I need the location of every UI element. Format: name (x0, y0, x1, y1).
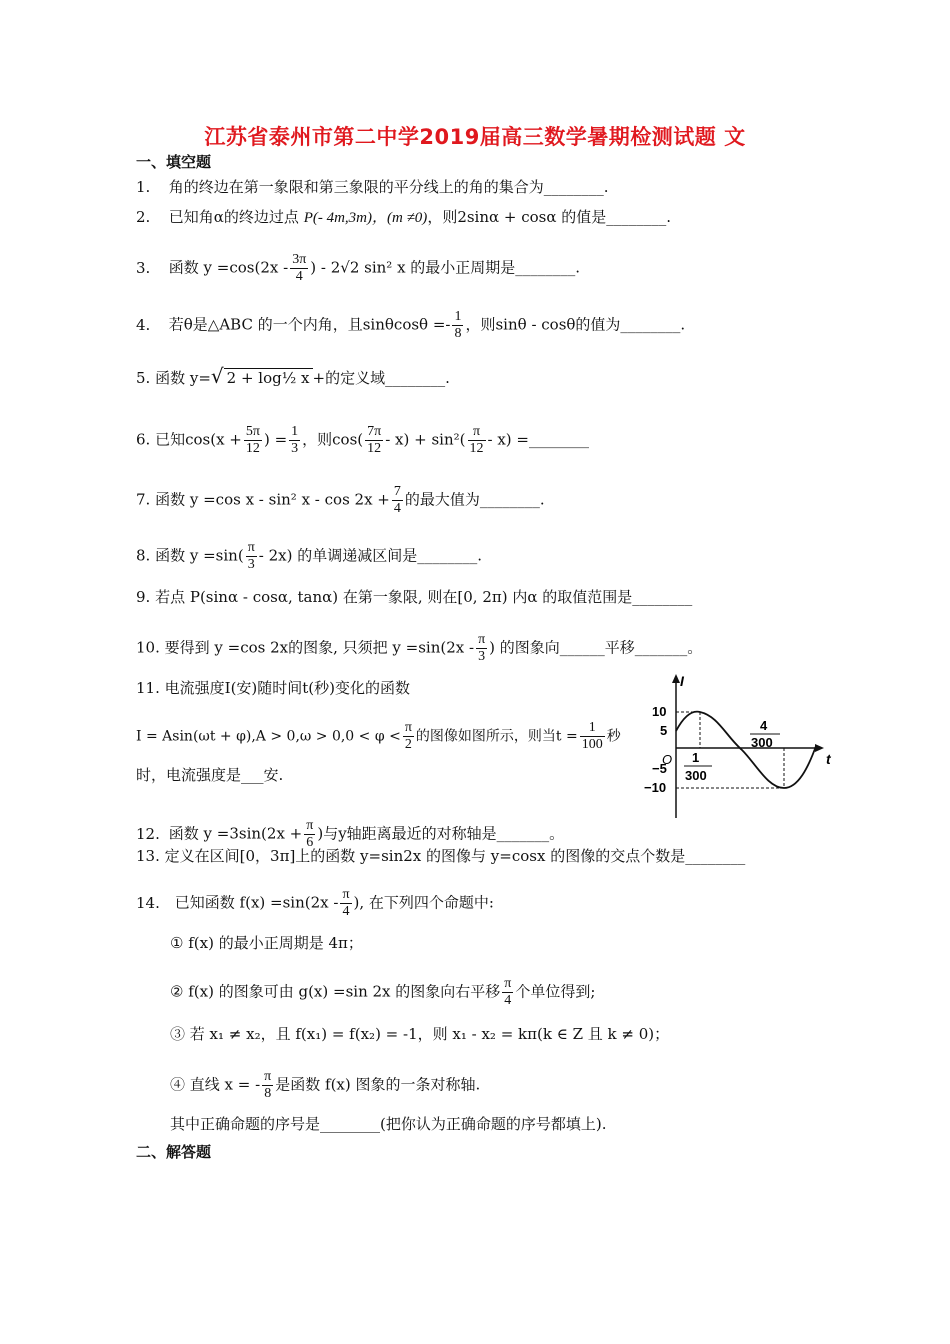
question-text-tail: 的最大值为________. (404, 490, 545, 509)
question-number: 3. (136, 258, 151, 277)
denominator: 4 (295, 269, 303, 284)
question-4 (136, 309, 685, 342)
numerator: π (504, 976, 512, 991)
fraction (262, 1069, 273, 1102)
question-2 (136, 207, 671, 228)
question-text-tail: - x) =________ (487, 430, 589, 449)
denominator: 8 (264, 1086, 272, 1101)
numerator: π (247, 540, 255, 555)
proposition-text: ① f(x) 的最小正周期是 4π； (170, 934, 363, 952)
numerator: π (468, 424, 486, 441)
question-3 (136, 252, 580, 285)
fraction (289, 424, 300, 457)
question-text: ) = (263, 430, 288, 449)
question-number: 5. (136, 369, 151, 387)
denominator: 4 (342, 904, 350, 919)
question-text: 已知函数 f(x) =sin(2x - (174, 893, 339, 912)
fraction (290, 252, 308, 285)
page-title: 江苏省泰州市第二中学2019届高三数学暑期检测试题 文 (204, 125, 746, 149)
question-8 (136, 540, 482, 573)
x-label-2-num: 4 (760, 718, 768, 733)
question-6 (136, 424, 589, 457)
question-text-tail: )与y轴距离最近的对称轴是_______。 (317, 824, 565, 843)
question-number: 1. (136, 178, 151, 196)
question-text: 函数 y =sin( (155, 546, 244, 565)
x-label-2-den: 300 (751, 735, 773, 750)
x-label-1-den: 300 (685, 768, 707, 783)
denominator: 12 (245, 441, 260, 456)
question-text: 函数 y =cos x - sin² x - cos 2x + (155, 490, 390, 509)
question-number: 6. (136, 430, 151, 449)
question-number: 11. (136, 679, 160, 697)
y-axis-arrow (672, 674, 680, 683)
denominator: 4 (504, 993, 512, 1008)
question-7 (136, 484, 545, 517)
question-text: 定义在区间[0，3π]上的函数 y=sin2x 的图像与 y=cosx 的图像的交点个数是________ (164, 847, 746, 865)
question-10 (136, 632, 702, 665)
proposition-2 (170, 976, 595, 1009)
fraction (452, 309, 463, 342)
question-number: 7. (136, 490, 151, 509)
question-text: 电流强度I(安)随时间t(秒)变化的函数 (164, 679, 411, 697)
tick-neg5: −5 (652, 761, 667, 776)
proposition-3 (170, 1024, 669, 1044)
denominator: 3 (291, 441, 299, 456)
question-text: 若点 P(sinα - cosα, tanα) 在第一象限, 则在[0, 2π) 内α 的取值范围是________ (155, 588, 693, 606)
question-1 (136, 177, 609, 197)
question-13 (136, 846, 745, 866)
denominator: 6 (306, 835, 314, 850)
numerator: 7π (367, 424, 382, 439)
sqrt-symbol: √ (210, 364, 224, 388)
x-axis-arrow (815, 744, 824, 752)
question-text-tail: ) - 2√2 sin² x 的最小正周期是________. (310, 258, 581, 277)
numerator: 1 (454, 309, 462, 324)
proposition-text: 其中正确命题的序号是________(把你认为正确命题的序号都填上). (170, 1115, 607, 1133)
proposition-text: ② f(x) 的图象可由 g(x) =sin 2x 的图象向右平移 (170, 982, 501, 1001)
denominator: 12 (367, 441, 382, 456)
question-number: 10. (136, 638, 160, 657)
question-text: 要得到 y =cos 2x的图象, 只须把 y =sin(2x - (164, 638, 475, 657)
fraction (502, 976, 513, 1009)
numerator: 5π (245, 424, 260, 439)
question-text: 已知角α的终边过点 (168, 208, 304, 226)
question-9 (136, 587, 692, 607)
question-text: 函数 y= (155, 369, 211, 387)
x-label-1-num: 1 (692, 750, 700, 765)
question-11-line-2 (136, 720, 621, 753)
proposition-text: ③ 若 x₁ ≠ x₂，且 f(x₁) = f(x₂) = -1，则 x₁ - x₂ = kπ(k ∈ Z 且 k ≠ 0)； (170, 1025, 670, 1043)
fraction (468, 424, 486, 457)
fraction (580, 720, 605, 753)
question-number: 14. (136, 893, 160, 912)
question-text-tail: ，则2sinα + cosα 的值是________. (427, 208, 672, 226)
fraction (340, 887, 351, 920)
axis-label-t: t (826, 751, 831, 767)
question-number: 4. (136, 315, 151, 334)
question-5 (136, 366, 450, 388)
question-text-tail: - 2x) 的单调递减区间是________. (258, 546, 482, 565)
question-text-tail: ，则sinθ - cosθ的值为________. (465, 315, 686, 334)
question-text: 时，电流强度是___安. (136, 766, 284, 784)
proposition-text-tail: 个单位得到; (515, 982, 596, 1001)
question-text: 的图像如图所示，则当t = (415, 728, 578, 745)
question-text-tail: ), 在下列四个命题中: (353, 893, 494, 912)
question-text-tail: ) 的图象向______平移_______。 (489, 638, 703, 657)
numerator: π (342, 887, 350, 902)
question-11-line-1 (136, 678, 410, 698)
question-number: 12. (136, 824, 160, 843)
denominator: 3 (247, 557, 255, 572)
question-14 (136, 887, 494, 920)
point-expression: P(- 4m,3m)，(m ≠0) (303, 210, 428, 226)
question-number: 8. (136, 546, 151, 565)
tick-10: 10 (652, 704, 667, 719)
numerator: 1 (291, 424, 299, 439)
question-text-tail: +的定义域________. (312, 369, 450, 387)
fraction (244, 424, 262, 457)
fraction (403, 720, 414, 753)
question-number: 2. (136, 208, 151, 226)
section-fill-in: 一、填空题 (136, 153, 212, 171)
numerator: 1 (580, 720, 605, 737)
question-text: 若θ是△ABC 的一个内角，且sinθcosθ =- (168, 315, 451, 334)
denominator: 100 (581, 737, 603, 752)
numerator: 3π (292, 252, 307, 267)
denominator: 2 (404, 737, 412, 752)
numerator: π (306, 818, 314, 833)
question-text: 已知cos(x + (155, 430, 242, 449)
question-text: I = Asin(ωt + φ),A > 0,ω > 0,0 < φ < (136, 728, 401, 745)
denominator: 3 (478, 649, 486, 664)
denominator: 4 (393, 501, 401, 516)
question-text: ，则cos( (302, 430, 364, 449)
proposition-summary (170, 1114, 606, 1134)
numerator: π (264, 1069, 272, 1084)
proposition-1 (170, 933, 363, 953)
question-text: 角的终边在第一象限和第三象限的平分线上的角的集合为________. (168, 178, 609, 196)
numerator: 7 (393, 484, 401, 499)
question-number: 9. (136, 588, 151, 606)
section-answer: 二、解答题 (136, 1143, 212, 1161)
denominator: 12 (469, 441, 484, 456)
fraction (246, 540, 257, 573)
question-text: 函数 y =3sin(2x + (168, 824, 303, 843)
proposition-4 (170, 1069, 480, 1102)
origin-label: O (662, 752, 673, 767)
fraction (476, 632, 487, 665)
proposition-text: ④ 直线 x = - (170, 1075, 261, 1094)
question-text: - x) + sin²( (385, 430, 466, 449)
question-number: 13. (136, 847, 160, 865)
numerator: π (404, 720, 412, 735)
tick-5: 5 (660, 723, 668, 738)
numerator: π (478, 632, 486, 647)
current-graph (640, 672, 840, 820)
proposition-text-tail: 是函数 f(x) 图象的一条对称轴. (275, 1075, 481, 1094)
fraction (365, 424, 383, 457)
fraction (392, 484, 403, 517)
radicand: 2 + log½ x (224, 368, 313, 387)
denominator: 8 (454, 326, 462, 341)
axis-label-i: I (680, 673, 684, 689)
tick-neg10: −10 (644, 780, 667, 795)
question-11-line-3 (136, 765, 283, 785)
question-text: 函数 y =cos(2x - (168, 258, 289, 277)
question-text-tail: 秒 (606, 728, 621, 745)
